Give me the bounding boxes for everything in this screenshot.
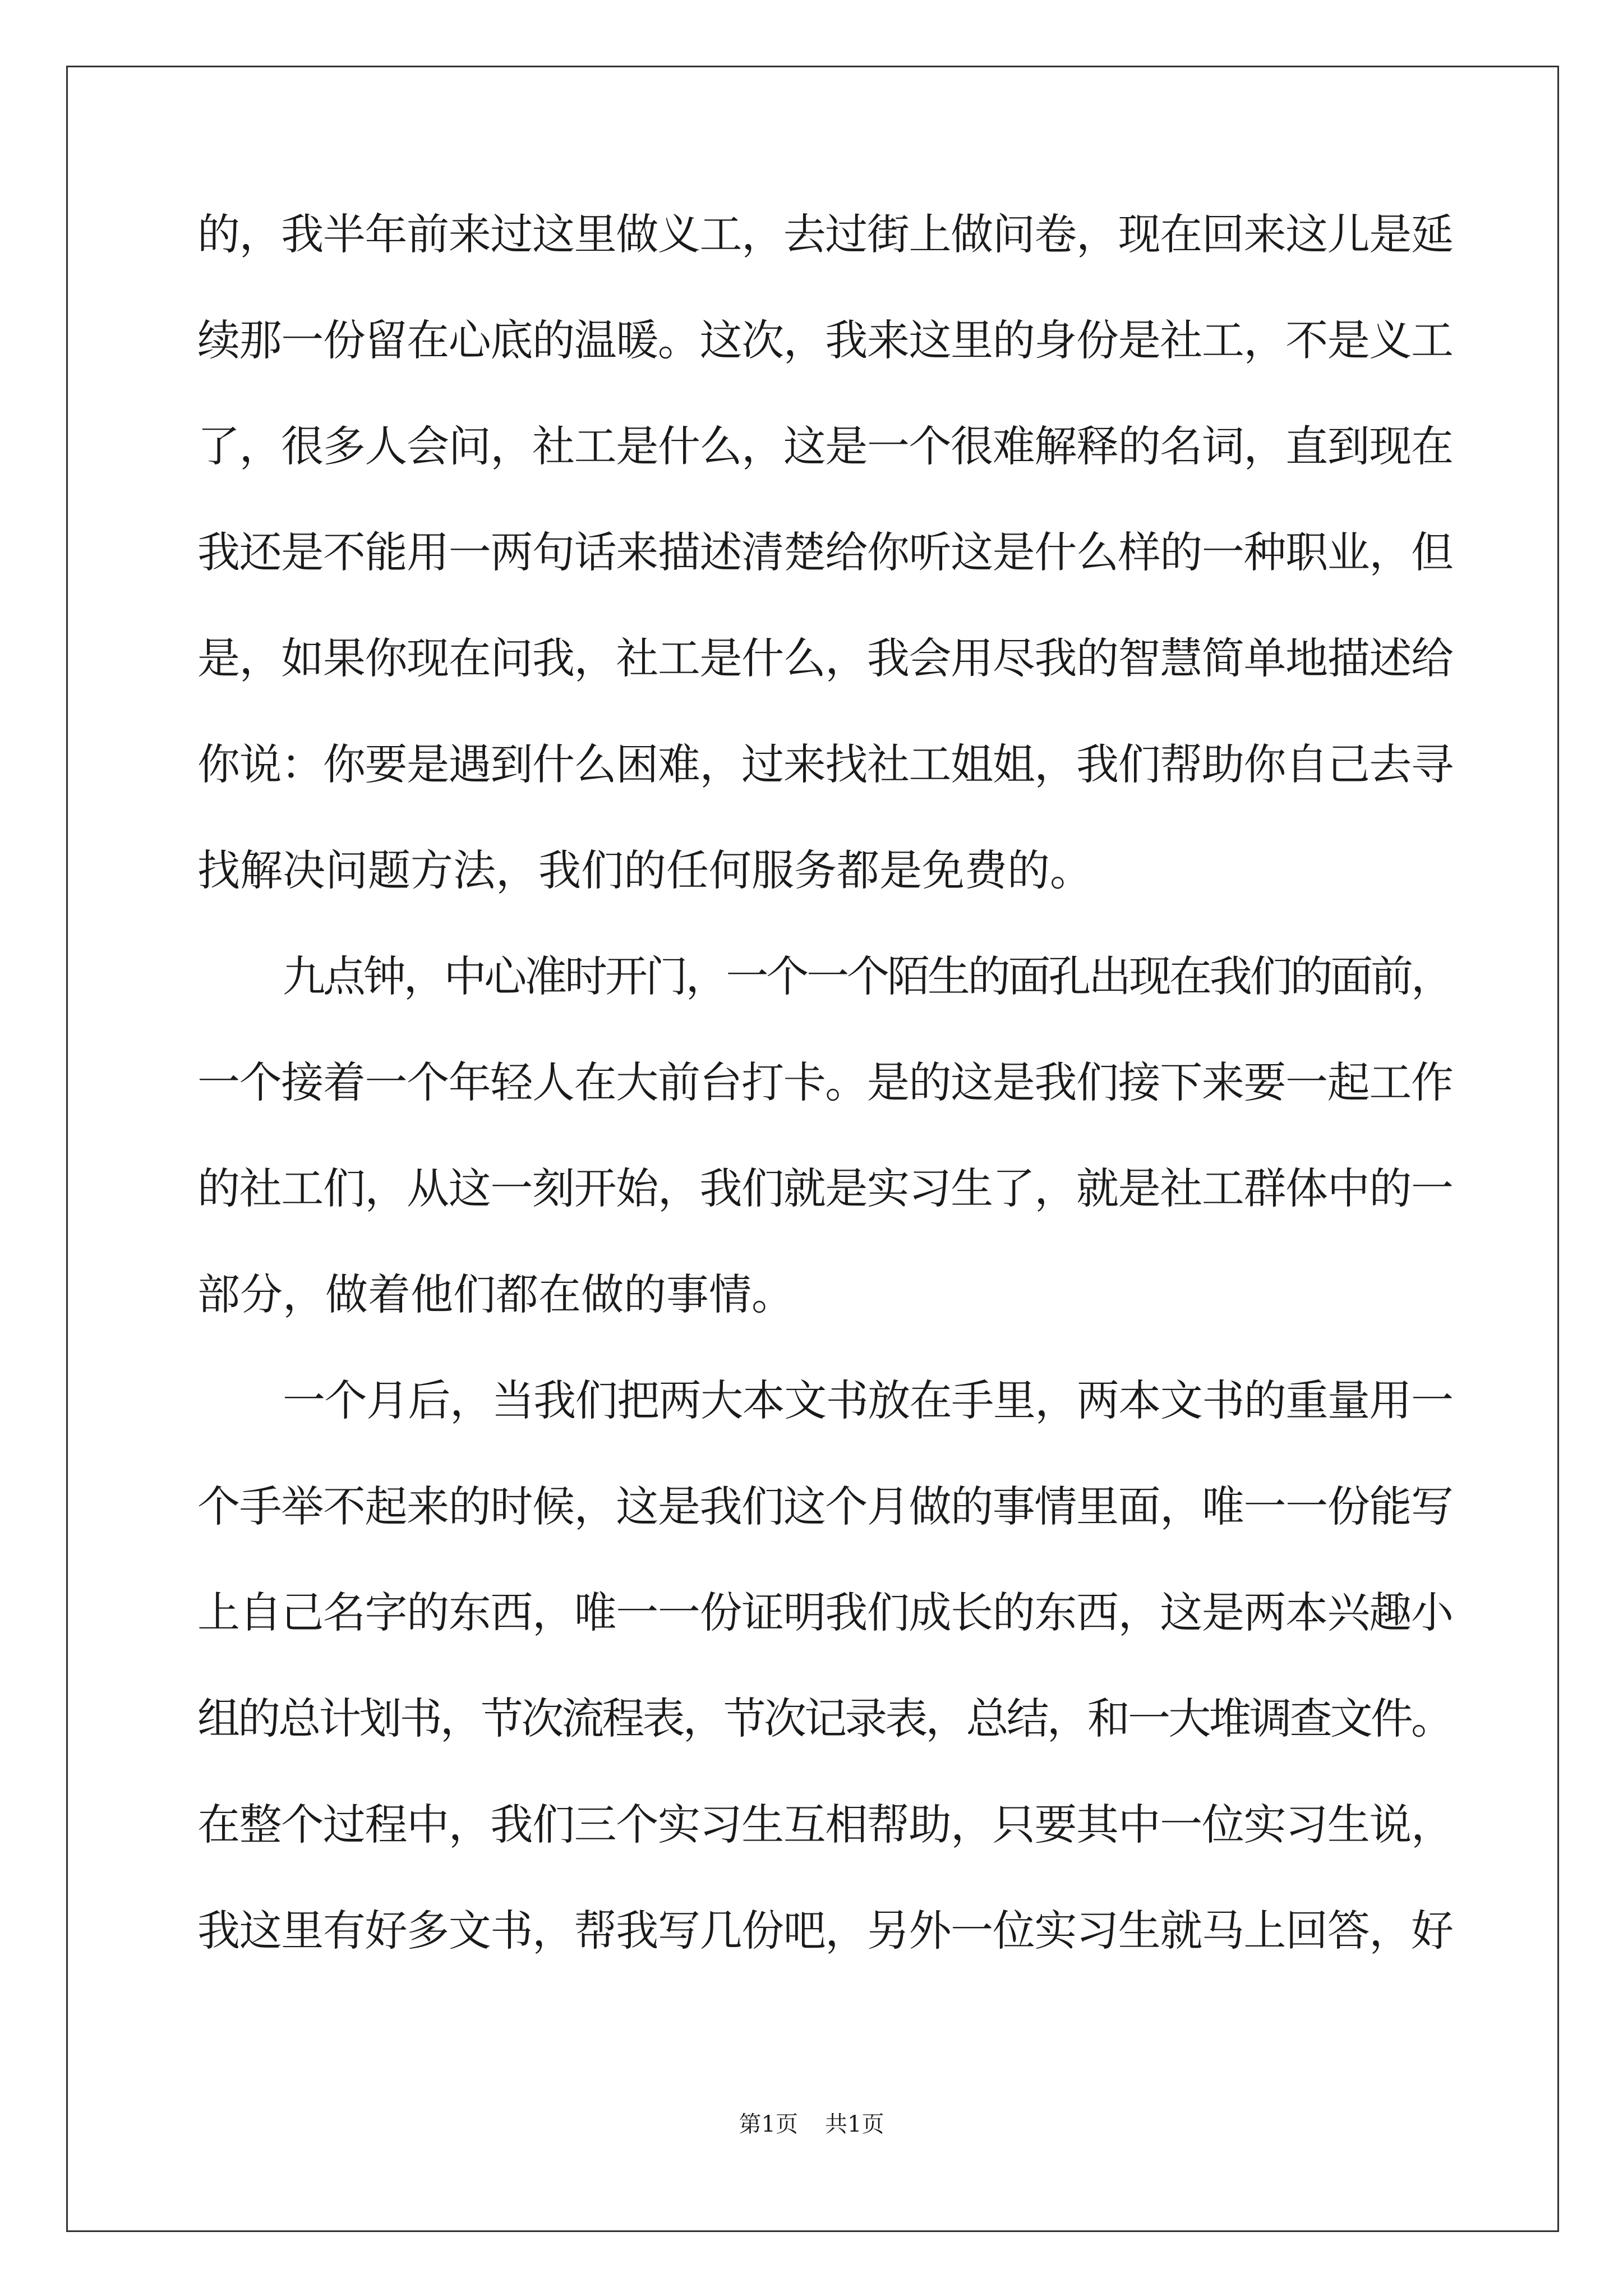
text-line: 是，如果你现在问我，社工是什么，我会用尽我的智慧简单地描述给 — [197, 633, 1453, 683]
text-line: 的社工们，从这一刻开始，我们就是实习生了，就是社工群体中的一 — [197, 1163, 1453, 1213]
text-line: 续那一份留在心底的温暖。这次，我来这里的身份是社工，不是义工 — [197, 315, 1453, 365]
text-line: 个手举不起来的时候，这是我们这个月做的事情里面，唯一一份能写 — [197, 1481, 1453, 1531]
text-line: 我这里有好多文书，帮我写几份吧，另外一位实习生就马上回答，好 — [197, 1906, 1453, 1955]
page-number: 第1页 — [739, 2111, 798, 2137]
text-line: 找解决问题方法，我们的任何服务都是免费的。 — [197, 845, 1092, 895]
text-line: 你说：你要是遇到什么困难，过来找社工姐姐，我们帮助你自己去寻 — [197, 739, 1453, 789]
text-line: 在整个过程中，我们三个实习生互相帮助，只要其中一位实习生说， — [197, 1800, 1453, 1849]
text-line: 我还是不能用一两句话来描述清楚给你听这是什么样的一种职业，但 — [197, 527, 1453, 577]
text-line: 的，我半年前来过这里做义工，去过街上做问卷，现在回来这儿是延 — [197, 209, 1453, 259]
text-line: 组的总计划书，节次流程表，节次记录表，总结，和一大堆调查文件。 — [197, 1694, 1452, 1743]
text-line: 九点钟，中心准时开门，一个一个陌生的面孔出现在我们的面前， — [283, 951, 1451, 1001]
text-line: 一个月后，当我们把两大本文书放在手里，两本文书的重量用一 — [283, 1375, 1453, 1425]
text-line: 了，很多人会问，社工是什么，这是一个很难解释的名词，直到现在 — [197, 421, 1453, 471]
document-body — [197, 209, 1454, 2016]
total-pages: 共1页 — [825, 2111, 884, 2137]
page-footer — [0, 2106, 1623, 2138]
text-line: 部分，做着他们都在做的事情。 — [197, 1269, 794, 1319]
text-line: 一个接着一个年轻人在大前台打卡。是的这是我们接下来要一起工作 — [197, 1057, 1453, 1107]
text-line: 上自己名字的东西，唯一一份证明我们成长的东西，这是两本兴趣小 — [197, 1588, 1453, 1637]
